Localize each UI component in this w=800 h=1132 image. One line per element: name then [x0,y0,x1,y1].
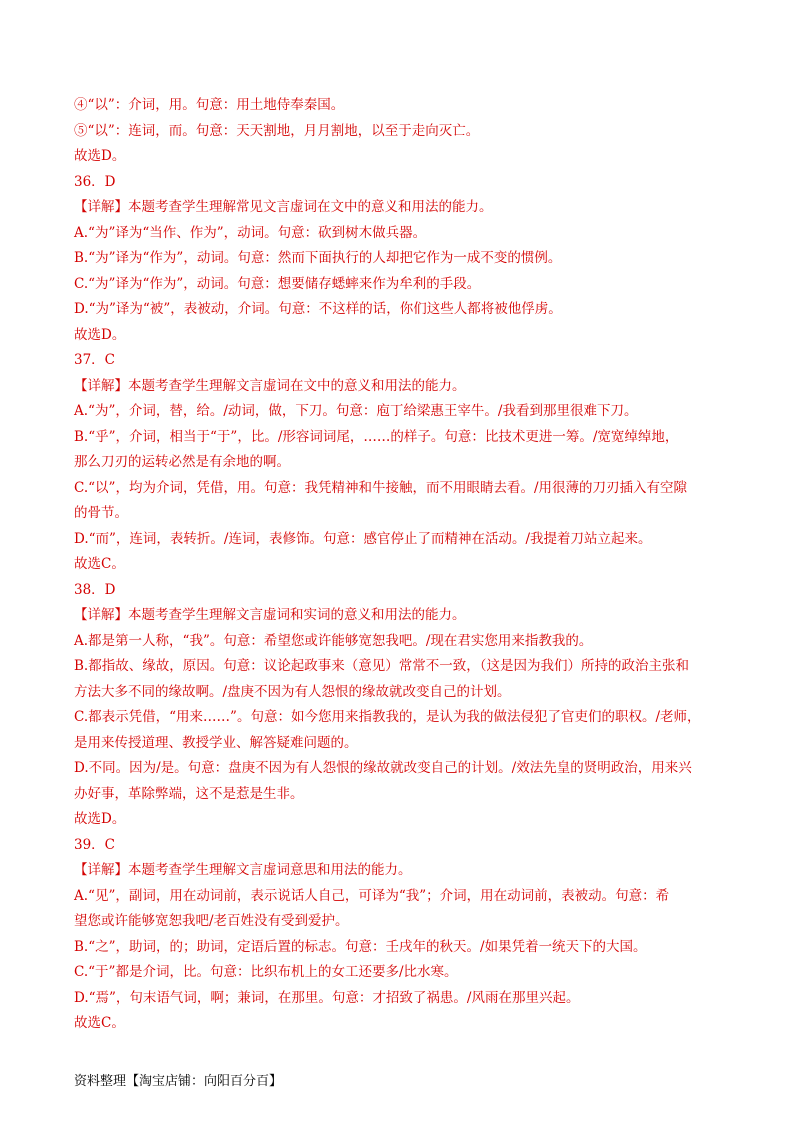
text-line: 故选D。 [74,326,126,343]
text-line: C.“为”译为“作为”，动词。句意：想要储存蟋蟀来作为牟利的手段。 [74,275,481,292]
text-line: 的骨节。 [74,505,128,521]
text-line: A.都是第一人称，“我”。句意：希望您或许能够宽恕我吧。/现在君实您用来指教我的。 [74,632,593,649]
text-line: ⑤“以”：连词，而。句意：天天割地，月月割地，以至于走向灭亡。 [74,122,480,139]
text-line: 故选D。 [74,811,126,827]
text-line: C.都表示凭借，“用来……”。句意：如今您用来指教我的，是认为我的做法侵犯了官吏们的职权。/老师， [74,709,701,725]
text-line: 是用来传授道理、教授学业、解答疑难问题的。 [74,734,358,751]
text-line: 【详解】本题考查学生理解文言虚词和实词的意义和用法的能力。 [74,607,466,623]
text-line: A.“为”译为“当作、作为”，动词。句意：砍到树木做兵器。 [74,224,427,241]
text-line: D.“焉”，句末语气词，啊；兼词，在那里。句意：才招致了祸患。/风雨在那里兴起。 [74,989,580,1006]
text-line: 【详解】本题考查学生理解文言虚词意思和用法的能力。 [74,862,412,878]
text-line: 故选C。 [74,556,125,572]
text-line: 故选D。 [74,148,126,164]
text-line: D.“而”，连词，表转折。/连词，表修饰。句意：感官停止了而精神在活动。/我提着刀站立起来。 [74,530,652,547]
text-line: B.“之”，助词，的；助词，定语后置的标志。句意：壬戌年的秋天。/如果凭着一统天下的大国。 [74,938,647,955]
text-line: D.“为”译为“被”，表被动，介词。句意：不这样的话，你们这些人都将被他俘虏。 [74,301,562,317]
text-line: B.“为”译为“作为”，动词。句意：然而下面执行的人却把它作为一成不变的惯例。 [74,250,562,266]
page-footer: 资料整理【淘宝店铺：向阳百分百】 [74,1074,283,1089]
question-number: 39．C [74,836,116,853]
question-number: 38．D [74,581,116,598]
text-line: 办好事，革除弊端，这不是惹是生非。 [74,785,304,802]
answer-explanations [74,93,724,1037]
text-line: B.都指故、缘故，原因。句意：议论起政事来（意见）常常不一致，（这是因为我们）所持的政治主张和 [74,658,689,674]
text-line: A.“见”，副词，用在动词前，表示说话人自己，可译为“我”；介词，用在动词前，表被动。句意：希 [74,887,670,904]
text-line: B.“乎”，介词，相当于“于”，比。/形容词词尾，……的样子。句意：比技术更进一筹。/宽宽绰绰地， [74,428,679,445]
text-line: ④“以”：介词，用。句意：用土地侍奉秦国。 [74,97,345,113]
text-line: 【详解】本题考查学生理解常见文言虚词在文中的意义和用法的能力。 [74,199,493,215]
text-line: A.“为”，介词，替，给。/动词，做，下刀。句意：庖丁给梁惠王宰牛。/我看到那里很难下刀。 [74,403,638,419]
text-line: D.不同。因为/是。句意：盘庚不因为有人怨恨的缘故就改变自己的计划。/效法先皇的贤明政治，用来兴 [74,760,692,776]
question-number: 37．C [74,352,116,368]
text-line: 故选C。 [74,1015,125,1031]
text-line: C.“以”，均为介词，凭借，用。句意：我凭精神和牛接触，而不用眼睛去看。/用很薄的刀刃插入有空隙 [74,479,687,496]
text-line: 那么刀刃的运转必然是有余地的啊。 [74,454,290,470]
text-line: C.“于”都是介词，比。句意：比织布机上的女工还要多/比水寒。 [74,964,458,980]
question-number: 36．D [74,173,116,190]
text-line: 【详解】本题考查学生理解文言虚词在文中的意义和用法的能力。 [74,377,466,394]
text-line: 方法大多不同的缘故啊。/盘庚不因为有人怨恨的缘故就改变自己的计划。 [74,683,511,700]
text-line: 望您或许能够宽恕我吧/老百姓没有受到爱护。 [74,913,349,929]
